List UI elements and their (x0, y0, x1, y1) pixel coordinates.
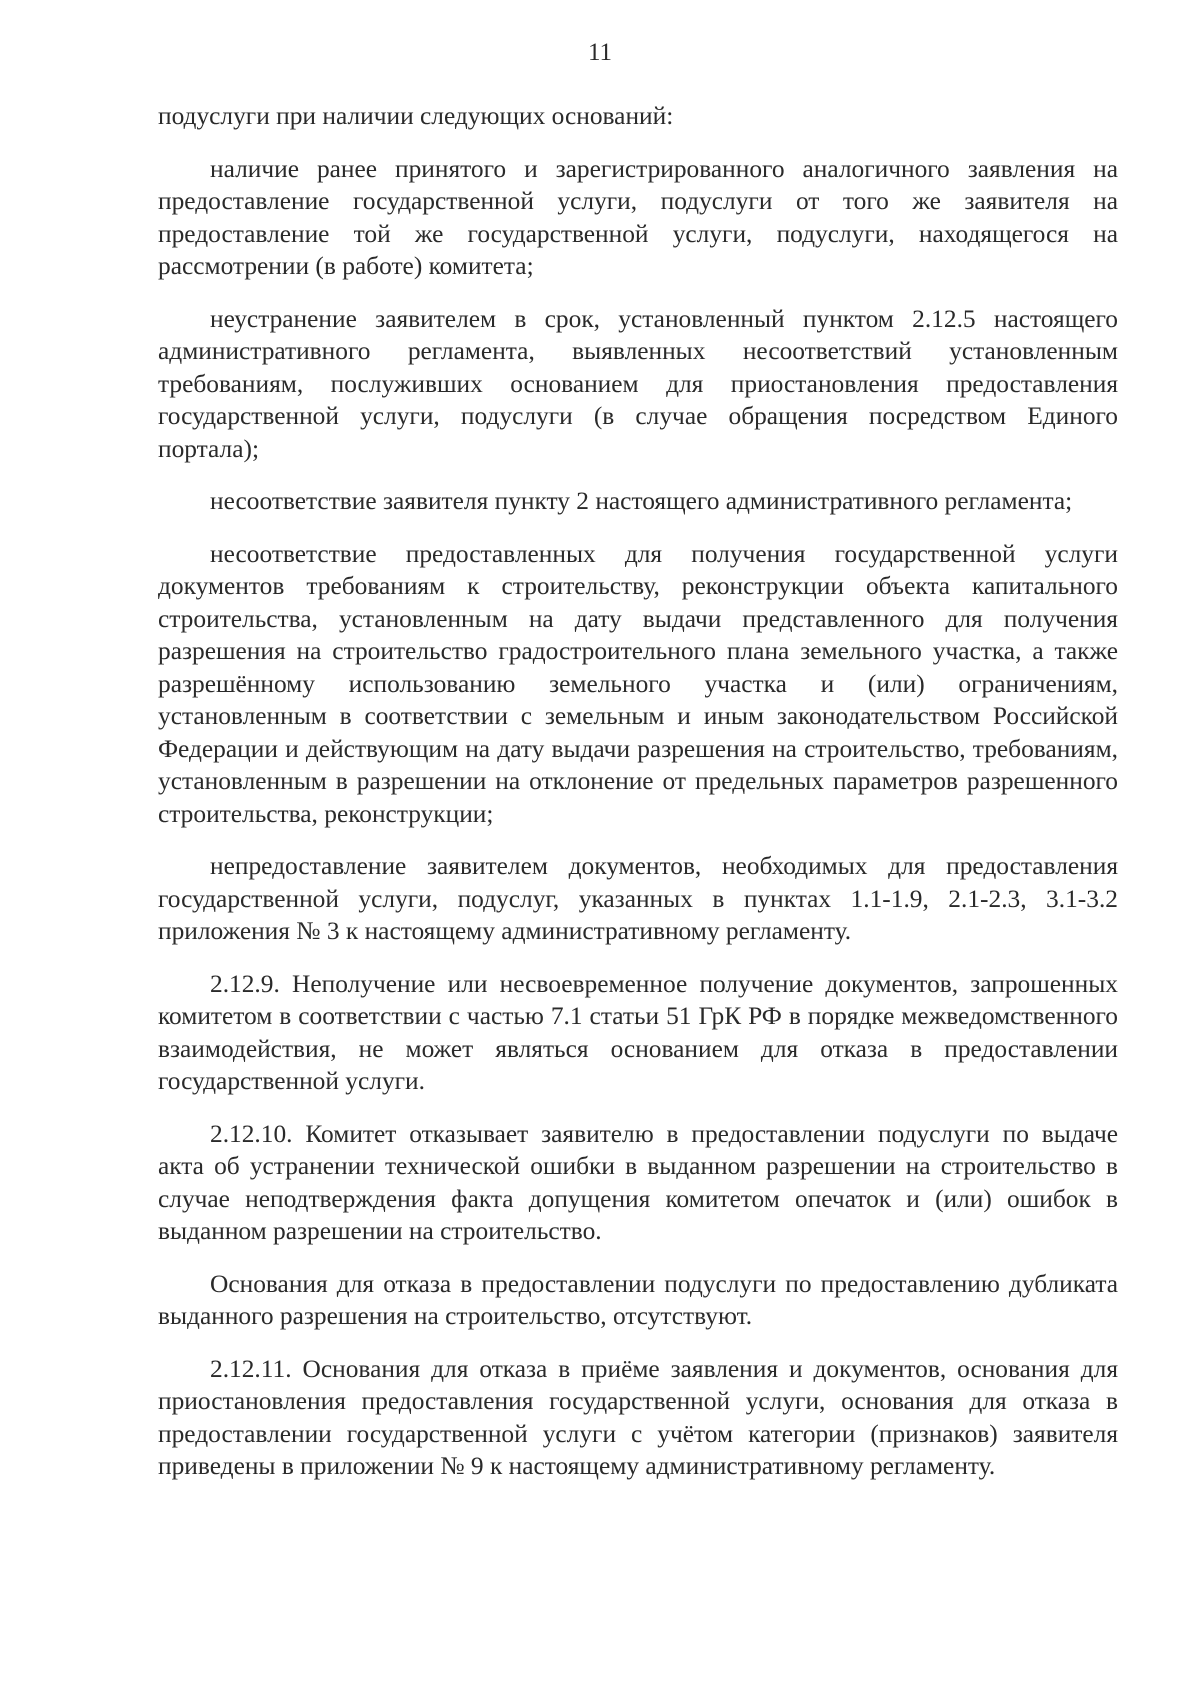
paragraph-ground-applicant-mismatch: несоответствие заявителя пункту 2 настоящего административного регламента; (210, 487, 1073, 515)
paragraph-ground-documents-mismatch: несоответствие предоставленных для получения государственной услуги документов требованиям к строительству, реконструкции объекта капитального строительства, установленным на дату выдачи представленного для получения разрешения на строительство градостроительного плана земельного участка, а также разрешённому использованию земельного участка и (или) ограничениям, установленным в соответствии с земельным и иным законодательством Российской Федерации и действующим на дату выдачи разрешения на строительство, требованиям, установленным в разрешении на отклонение от предельных параметров разрешенного строительства, реконструкции; (158, 539, 1118, 828)
paragraph-2-12-9: 2.12.9. Неполучение или несвоевременное получение документов, запрошенных комитетом в соответствии с частью 7.1 статьи 51 ГрК РФ в порядке межведомственного взаимодействия, не может являться основанием для отказа в предоставлении государственной услуги. (158, 969, 1118, 1095)
paragraph-2-12-11: 2.12.11. Основания для отказа в приёме заявления и документов, основания для приостановления предоставления государственной услуги, основания для отказа в предоставлении государственной услуги с учётом категории (признаков) заявителя приведены в приложении № 9 к настоящему административному регламенту. (158, 1354, 1118, 1480)
paragraph-intro: подуслуги при наличии следующих оснований: (158, 102, 674, 130)
paragraph-ground-documents-missing: непредоставление заявителем документов, необходимых для предоставления государственной услуги, подуслуг, указанных в пунктах 1.1-1.9, 2.1-2.3, 3.1-3.2 приложения № 3 к настоящему административному регламенту. (158, 852, 1118, 945)
page-number: 11 (587, 39, 613, 66)
paragraph-ground-not-eliminated: неустранение заявителем в срок, установленный пунктом 2.12.5 настоящего административного регламента, выявленных несоответствий установленным требованиям, послуживших основанием для приостановления предоставления государственной услуги, подуслуги (в случае обращения посредством Единого портала); (158, 304, 1118, 463)
paragraph-2-12-10: 2.12.10. Комитет отказывает заявителю в предоставлении подуслуги по выдаче акта об устранении технической ошибки в выданном разрешении на строительство в случае неподтверждения факта допущения комитетом опечаток и (или) ошибок в выданном разрешении на строительство. (158, 1119, 1118, 1245)
document-body (158, 100, 1118, 1503)
paragraph-ground-duplicate-application: наличие ранее принятого и зарегистрированного аналогичного заявления на предоставление государственной услуги, подуслуги от того же заявителя на предоставление той же государственной услуги, подуслуги, находящегося на рассмотрении (в работе) комитета; (158, 154, 1118, 280)
paragraph-duplicate-refusal: Основания для отказа в предоставлении подуслуги по предоставлению дубликата выданного разрешения на строительство, отсутствуют. (158, 1269, 1118, 1330)
